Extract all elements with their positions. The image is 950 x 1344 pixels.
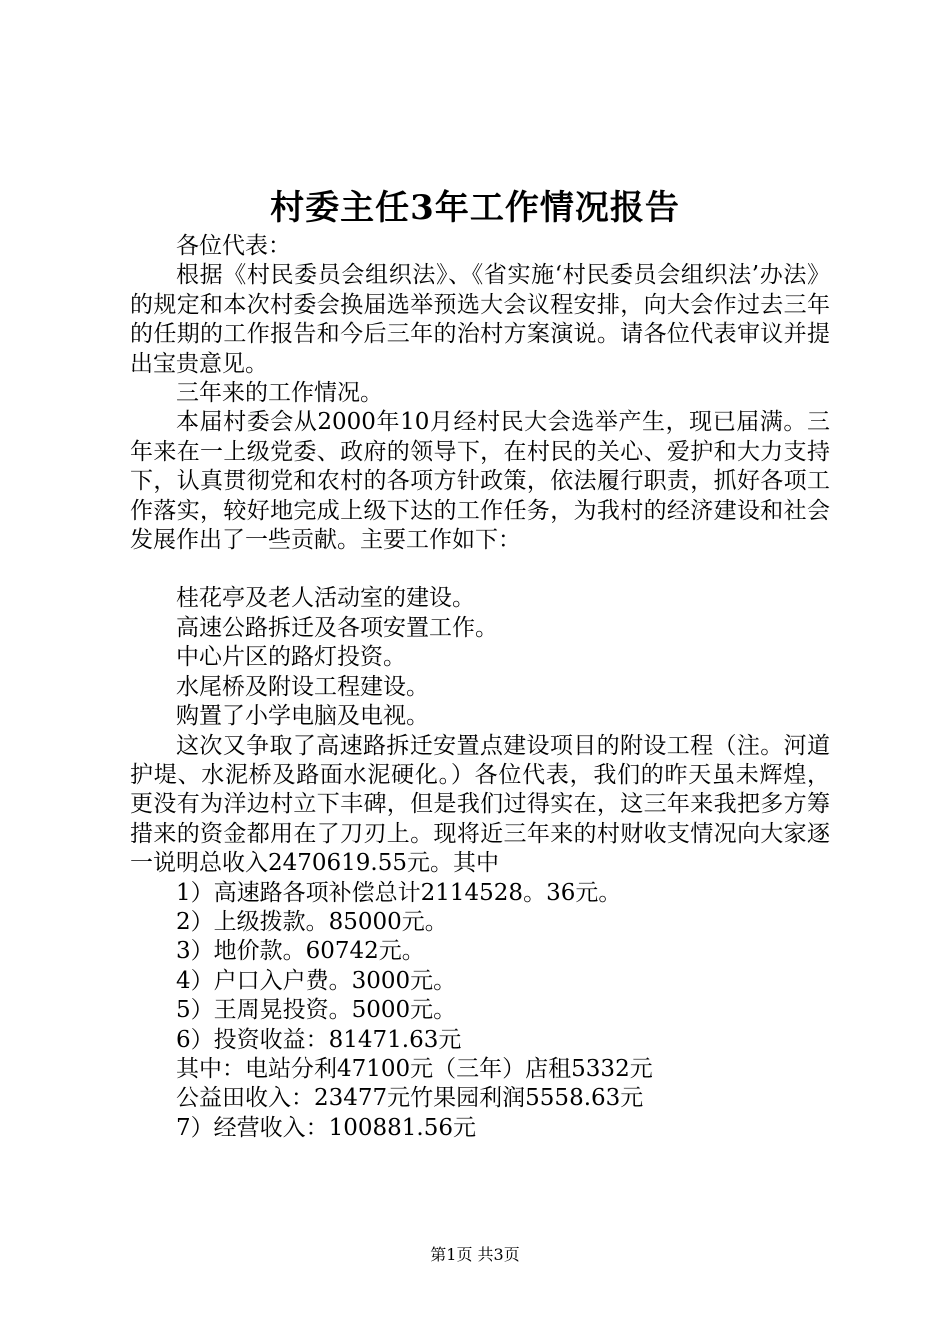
income-item: 公益田收入：23477元竹果园利润5558.63元 [176, 1085, 644, 1112]
income-item: 2）上级拨款。85000元。 [176, 908, 448, 935]
work-item: 桂花亭及老人活动室的建设。 [176, 585, 475, 612]
document-body [130, 232, 830, 1143]
paragraph-section-heading: 三年来的工作情况。 [176, 380, 383, 407]
income-item: 其中：电站分利47100元（三年）店租5332元 [176, 1055, 653, 1082]
income-item: 1）高速路各项补偿总计2114528。36元。 [176, 879, 622, 906]
work-item: 购置了小学电脑及电视。 [176, 703, 429, 730]
income-item: 7）经营收入：100881.56元 [176, 1114, 477, 1141]
paragraph-intro: 根据《村民委员会组织法》、《省实施‘村民委员会组织法’办法》的规定和本次村委会换届选举预选大会议程安排，向大会作过去三年的任期的工作报告和今后三年的治村方案演说。请各位代表审议并提出宝贵意见。 [130, 262, 830, 377]
paragraph-salutation: 各位代表： [176, 233, 291, 259]
page-footer: 第1页 共3页 [430, 1245, 520, 1264]
income-item: 4）户口入户费。3000元。 [176, 967, 457, 994]
work-item: 高速公路拆迁及各项安置工作。 [176, 614, 498, 641]
paragraph-gap [130, 555, 830, 584]
work-item: 水尾桥及附设工程建设。 [176, 673, 429, 700]
paragraph-summary: 本届村委会从2000年10月经村民大会选举产生，现已届满。三年来在一上级党委、政府的领导下，在村民的关心、爱护和大力支持下，认真贯彻党和农村的各项方针政策，依法履行职责，抓好各项工作落实，较好地完成上级下达的工作任务，为我村的经济建设和社会发展作出了一些贡献。主要工作如下： [130, 409, 830, 554]
work-item: 中心片区的路灯投资。 [176, 644, 406, 671]
paragraph-funding: 这次又争取了高速路拆迁安置点建设项目的附设工程（注。河道护堤、水泥桥及路面水泥硬化。）各位代表，我们的昨天虽未辉煌，更没有为洋边村立下丰碑，但是我们过得实在，这三年来我把多方筹措来的资金都用在了刀刃上。现将近三年来的村财收支情况向大家逐一说明总收入2470619.55元。其中 [130, 732, 830, 877]
document-title: 村委主任3年工作情况报告 [270, 188, 680, 228]
income-item: 5）王周晃投资。5000元。 [176, 997, 457, 1024]
income-item: 6）投资收益：81471.63元 [176, 1026, 462, 1053]
income-item: 3）地价款。60742元。 [176, 938, 425, 965]
